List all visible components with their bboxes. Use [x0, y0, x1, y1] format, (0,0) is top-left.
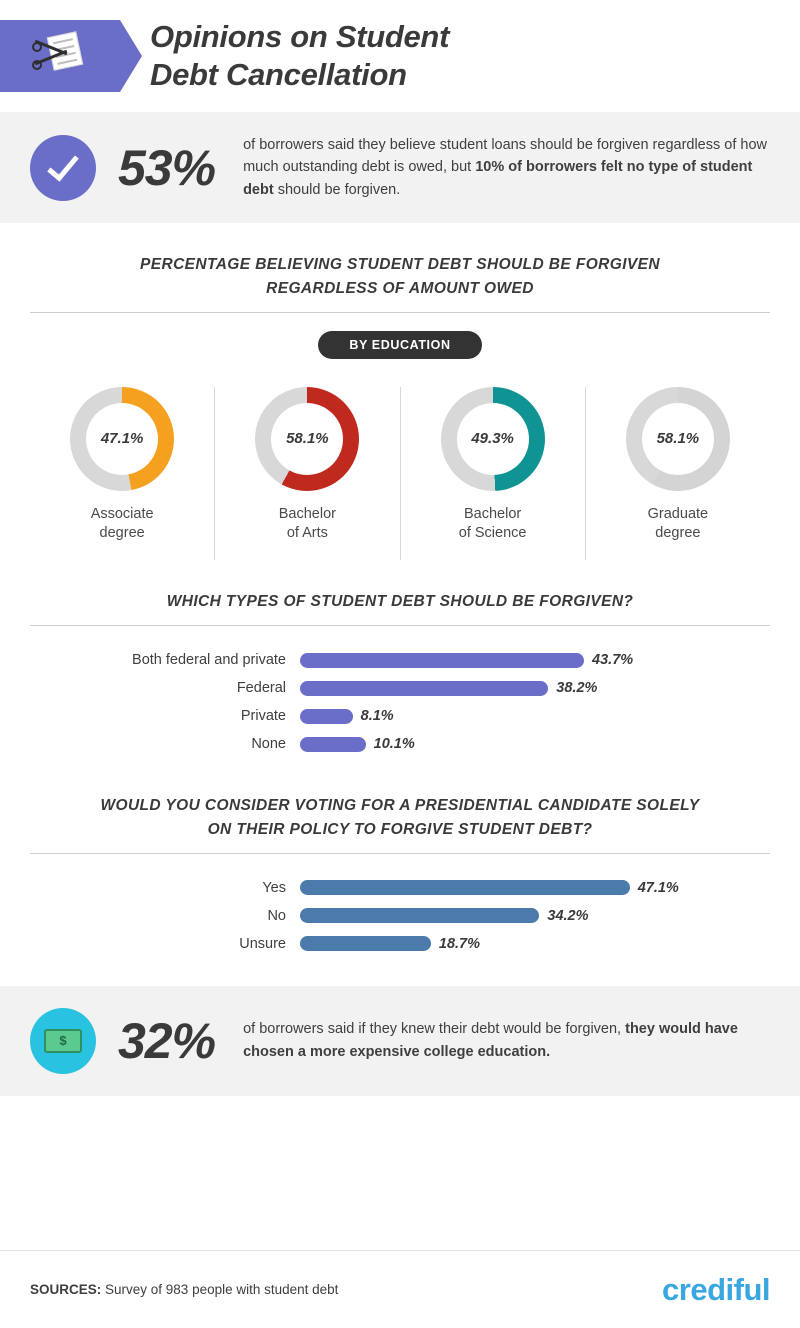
bar-track	[300, 736, 770, 752]
bar-fill	[300, 936, 431, 951]
donut-label: Graduate degree	[647, 505, 709, 542]
page-title-line2: Debt Cancellation	[150, 57, 407, 92]
donut-value: 58.1%	[642, 403, 714, 475]
header-badge	[0, 20, 120, 92]
bar-row	[30, 936, 770, 952]
top-stat-text-part1: of borrowers said they believe student loans should be forgiven regardless of how much outstanding debt is owed, but	[243, 137, 767, 176]
donut-label: Bachelor of Science	[458, 505, 527, 542]
voting-title-line2: ON THEIR POLICY TO FORGIVE STUDENT DEBT?	[207, 820, 593, 838]
bar-label: None	[251, 736, 286, 753]
bar-fill	[300, 908, 539, 923]
divider	[30, 625, 770, 626]
voting-section	[0, 764, 800, 952]
bar-row	[30, 736, 770, 752]
divider	[30, 312, 770, 313]
education-section-title	[30, 223, 770, 300]
bar-value: 34.2%	[547, 907, 589, 924]
top-stat-percent: 53%	[118, 139, 216, 196]
donut-chart	[70, 387, 174, 491]
voting-section-title	[30, 764, 770, 841]
donut-label: Bachelor of Arts	[278, 505, 336, 542]
bottom-stat-band	[0, 986, 800, 1096]
bar-label: No	[267, 907, 286, 924]
bar-track	[300, 908, 770, 924]
donut-value: 47.1%	[86, 403, 158, 475]
bar-row	[30, 880, 770, 896]
page-title	[150, 18, 449, 94]
donut-chart	[255, 387, 359, 491]
by-education-pill: BY EDUCATION	[318, 331, 482, 359]
voting-title-line1: WOULD YOU CONSIDER VOTING FOR A PRESIDENTIAL CANDIDATE SOLELY	[100, 797, 700, 815]
voting-bar-chart	[30, 880, 770, 952]
bar-fill	[300, 681, 548, 696]
donut-cell	[30, 387, 215, 560]
bar-track	[300, 880, 770, 896]
bar-row	[30, 908, 770, 924]
page-title-line1: Opinions on Student	[150, 19, 450, 55]
bar-fill	[300, 709, 353, 724]
types-section-title: WHICH TYPES OF STUDENT DEBT SHOULD BE FORGIVEN?	[166, 593, 634, 611]
bottom-stat-text	[243, 1018, 770, 1063]
divider	[30, 853, 770, 854]
page-footer	[0, 1250, 800, 1328]
bar-label: Private	[240, 708, 286, 725]
bar-value: 18.7%	[438, 935, 481, 952]
bar-value: 43.7%	[592, 652, 634, 669]
check-circle-icon	[30, 135, 96, 201]
bar-label: Unsure	[239, 935, 286, 952]
donut-cell	[215, 387, 400, 560]
bar-value: 10.1%	[373, 736, 415, 753]
donut-chart	[441, 387, 545, 491]
donut-label: Associate degree	[90, 505, 154, 542]
bar-track	[300, 680, 770, 696]
education-section	[0, 223, 800, 560]
bar-label: Federal	[236, 680, 286, 697]
scissors-cutting-document-icon	[32, 34, 88, 78]
page-header	[0, 0, 800, 112]
bar-track	[300, 936, 770, 952]
bar-fill	[300, 880, 630, 895]
bar-value: 47.1%	[637, 879, 679, 896]
types-bar-chart	[30, 652, 770, 752]
bar-value: 8.1%	[360, 708, 394, 725]
education-donut-row	[30, 387, 770, 560]
donut-cell	[401, 387, 586, 560]
sources-label: SOURCES:	[30, 1282, 102, 1297]
top-stat-text-bold: 10% of borrowers felt no type of student debt	[243, 159, 753, 198]
bottom-stat-text-part1: of borrowers said if they knew their debt would be forgiven,	[243, 1021, 626, 1038]
bottom-stat-percent: 32%	[118, 1012, 216, 1069]
sources-detail: Survey of 983 people with student debt	[101, 1282, 339, 1297]
sources-text	[30, 1282, 338, 1297]
top-stat-band	[0, 112, 800, 223]
donut-cell	[586, 387, 770, 560]
bar-row	[30, 652, 770, 668]
bar-label: Both federal and private	[132, 652, 286, 669]
bottom-stat-text-bold: they would have chosen a more expensive college education.	[243, 1021, 738, 1060]
donut-chart	[626, 387, 730, 491]
education-title-line2: REGARDLESS OF AMOUNT OWED	[266, 279, 534, 297]
bar-fill	[300, 737, 366, 752]
bar-label: Yes	[262, 879, 286, 896]
brand-logo: crediful	[662, 1271, 770, 1307]
types-section	[0, 560, 800, 752]
bar-fill	[300, 653, 584, 668]
bar-track	[300, 652, 770, 668]
bar-value: 38.2%	[556, 680, 598, 697]
donut-value: 58.1%	[271, 403, 343, 475]
donut-value: 49.3%	[457, 403, 529, 475]
bar-row	[30, 680, 770, 696]
money-cash-icon: $	[30, 1008, 96, 1074]
top-stat-text-part2: should be forgiven.	[273, 181, 401, 198]
bar-row	[30, 708, 770, 724]
bar-track	[300, 708, 770, 724]
education-title-line1: PERCENTAGE BELIEVING STUDENT DEBT SHOULD BE FORGIVEN	[140, 256, 660, 274]
top-stat-text	[243, 134, 770, 201]
